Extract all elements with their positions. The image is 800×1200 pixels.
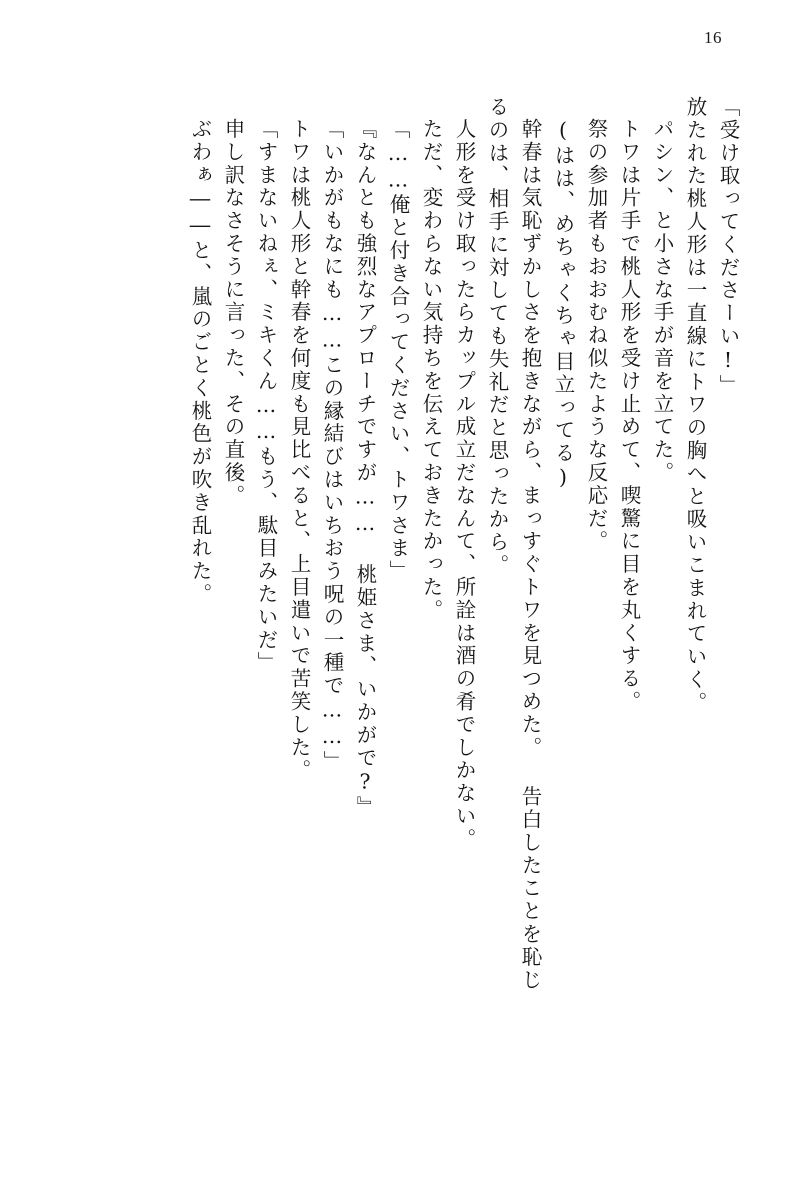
page-number: 16 (704, 28, 722, 47)
text-line: 祭の参加者もおおむね似たような反応だ。 (584, 118, 608, 554)
text-line: 幹春は気恥ずかしさを抱きながら、まっすぐトワを見つめた。 告白したことを恥じ (518, 118, 542, 992)
text-line: トワは片手で桃人形を受け止めて、喫驚に目を丸くする。 (617, 118, 641, 714)
text-line: (はは、めちゃくちゃ目立ってる) (551, 118, 575, 492)
vertical-text-block (62, 96, 738, 1106)
text-line: 申し訳なさそうに言った、その直後。 (221, 118, 245, 508)
text-line: るのは、相手に対しても失礼だと思ったから。 (485, 96, 509, 577)
text-line: トワは桃人形と幹春を何度も見比べると、上目遣いで苦笑した。 (287, 118, 311, 783)
text-line: 「……俺と付き合ってください、トワさま」 (386, 118, 410, 583)
text-line: ぶわぁ――と、嵐のごとく桃色が吹き乱れた。 (188, 118, 212, 606)
text-line: ただ、変わらない気持ちを伝えておきたかった。 (419, 118, 443, 622)
text-line: 人形を受け取ったらカップル成立だなんて、所詮は酒の肴でしかない。 (452, 118, 476, 851)
text-line: 「すまないねぇ、ミキくん……もう、駄目みたいだ」 (254, 118, 278, 675)
text-line: パシン、と小さな手が音を立てた。 (650, 118, 674, 485)
text-line-with-ruby: 『なんとも強烈なアプローチですが…… 桃姫さま、いかがで?』 (353, 118, 377, 819)
text-line: 「いかがもなにも……この縁結びはいちおう呪の一種で……」 (320, 118, 344, 774)
text-line: 「受け取ってくださーい!」 (716, 96, 740, 398)
text-line: 放たれた桃人形は一直線にトワの胸へと吸いこまれていく。 (683, 96, 707, 715)
